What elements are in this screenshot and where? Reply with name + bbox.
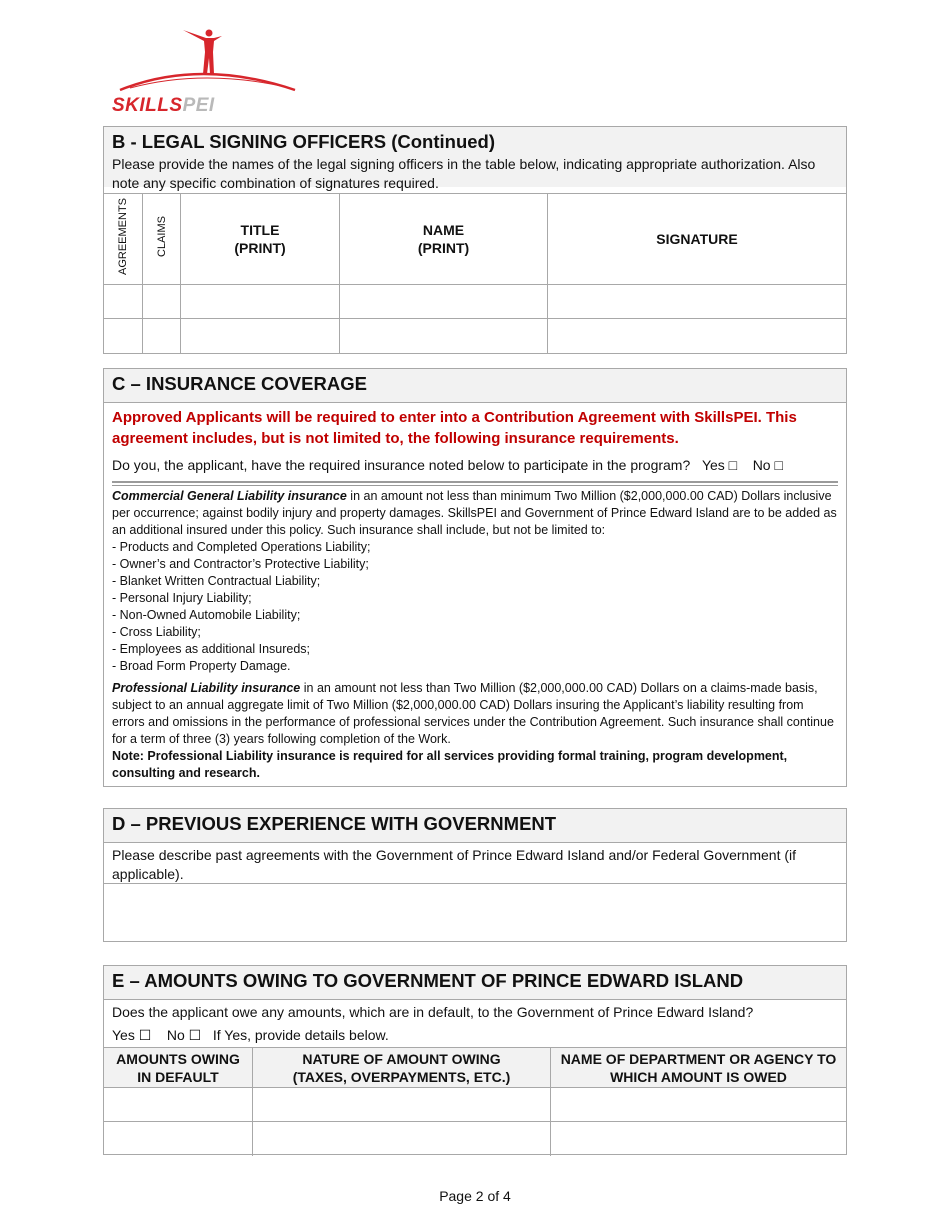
insurance-question: Do you, the applicant, have the required insurance noted below to participate in the program?	[112, 457, 691, 473]
pl-title: Professional Liability insurance	[112, 681, 301, 695]
cgl-paragraph	[112, 488, 838, 539]
table-row	[104, 319, 846, 353]
claims-cell[interactable]	[143, 285, 181, 319]
section-d-title: D – PREVIOUS EXPERIENCE WITH GOVERNMENT	[112, 813, 557, 834]
section-e-amounts-owing	[103, 965, 847, 1155]
col-claims	[143, 194, 181, 285]
list-item: - Employees as additional Insureds;	[112, 642, 311, 656]
department-cell[interactable]	[551, 1088, 847, 1122]
title-cell[interactable]	[181, 285, 340, 319]
list-item: - Cross Liability;	[112, 625, 201, 639]
cgl-title: Commercial General Liability insurance	[112, 489, 347, 503]
list-item: - Broad Form Property Damage.	[112, 659, 291, 673]
col-nature-sublabel: (TAXES, OVERPAYMENTS, ETC.)	[292, 1068, 511, 1085]
section-e-header	[104, 966, 846, 1000]
insurance-details	[104, 486, 846, 782]
logo-text-pei: PEI	[182, 95, 215, 116]
section-c-header	[104, 369, 846, 403]
insurance-yes-checkbox[interactable]: Yes □	[701, 457, 738, 473]
agreements-cell[interactable]	[104, 285, 143, 319]
insurance-question-row	[104, 456, 846, 475]
col-amounts-owing	[104, 1048, 253, 1088]
col-claims-label: CLAIMS	[155, 216, 168, 257]
amount-cell[interactable]	[104, 1122, 253, 1156]
col-name	[340, 194, 548, 285]
col-department-sublabel: WHICH AMOUNT IS OWED	[610, 1068, 787, 1085]
col-department	[551, 1048, 847, 1088]
insurance-warning: Approved Applicants will be required to enter into a Contribution Agreement with SkillsPEI. This agreement includes, but is not limited to, the following insurance requirements.	[112, 409, 797, 447]
signature-cell[interactable]	[548, 319, 847, 353]
pl-paragraph	[112, 680, 838, 748]
col-name-sublabel: (PRINT)	[417, 240, 470, 256]
signature-cell[interactable]	[548, 285, 847, 319]
section-d-intro: Please describe past agreements with the Government of Prince Edward Island and/or Federal Government (if applicable).	[104, 843, 846, 884]
table-row	[104, 1088, 846, 1122]
col-nature-of-amount	[253, 1048, 551, 1088]
list-item: - Non-Owned Automobile Liability;	[112, 608, 301, 622]
logo-text-skills: SKILLS	[112, 95, 183, 116]
col-title-sublabel: (PRINT)	[234, 240, 286, 256]
col-amounts-owing-label: AMOUNTS OWING	[116, 1050, 240, 1067]
col-signature	[548, 194, 847, 285]
list-item: - Products and Completed Operations Liability;	[112, 540, 371, 554]
col-title-label: TITLE	[240, 222, 280, 238]
owing-details-note: If Yes, provide details below.	[212, 1027, 389, 1043]
col-signature-label: SIGNATURE	[656, 231, 738, 247]
agreements-cell[interactable]	[104, 319, 143, 353]
section-b-header	[104, 127, 846, 191]
name-cell[interactable]	[340, 285, 548, 319]
pl-text: in an amount not less than Two Million ($2,000,000.00 CAD) Dollars on a claims-made basis, subject to an annual aggregate limit of Two Million ($2,000,000.00 CAD) Dollars insuring the Applicant’s liability resulting from errors and omissions in the performance of professional services under the Contribution Agreement. Such insurance shall continue for a term of three (3) years following completion of the Work.	[112, 681, 834, 746]
owing-yes-checkbox[interactable]: Yes ☐	[112, 1027, 152, 1043]
col-agreements-label: AGREEMENTS	[117, 197, 129, 275]
section-b-title: B - LEGAL SIGNING OFFICERS (Continued)	[112, 131, 495, 152]
section-b-legal-signing-officers	[103, 126, 847, 354]
list-item: - Blanket Written Contractual Liability;	[112, 574, 321, 588]
department-cell[interactable]	[551, 1122, 847, 1156]
page-number: Page 2 of 4	[439, 1188, 511, 1204]
owing-no-checkbox[interactable]: No ☐	[166, 1027, 202, 1043]
nature-cell[interactable]	[253, 1122, 551, 1156]
amounts-owing-table	[104, 1047, 846, 1156]
nature-cell[interactable]	[253, 1088, 551, 1122]
section-c-title: C – INSURANCE COVERAGE	[112, 373, 367, 394]
logo-wordmark	[112, 95, 215, 117]
title-cell[interactable]	[181, 319, 340, 353]
section-c-insurance-coverage	[103, 368, 847, 787]
list-item: - Personal Injury Liability;	[112, 591, 252, 605]
section-e-title: E – AMOUNTS OWING TO GOVERNMENT OF PRINCE EDWARD ISLAND	[112, 970, 744, 991]
amount-cell[interactable]	[104, 1088, 253, 1122]
section-e-question: Does the applicant owe any amounts, which are in default, to the Government of Prince Edward Island?	[112, 1004, 754, 1020]
table-row	[104, 285, 846, 319]
section-e-answer-row	[112, 1025, 838, 1045]
col-amounts-owing-sublabel: IN DEFAULT	[137, 1068, 219, 1085]
insurance-no-checkbox[interactable]: No □	[752, 457, 783, 473]
list-item: - Owner’s and Contractor’s Protective Liability;	[112, 557, 369, 571]
section-d-header	[104, 809, 846, 843]
section-d-previous-experience	[103, 808, 847, 942]
col-title	[181, 194, 340, 285]
col-name-label: NAME	[422, 222, 465, 238]
col-department-label: NAME OF DEPARTMENT OR AGENCY TO	[560, 1050, 837, 1067]
section-e-question-block	[104, 1000, 846, 1047]
section-b-intro: Please provide the names of the legal signing officers in the table below, indicating appropriate authorization. Also note any specific combination of signatures required.	[112, 156, 816, 191]
cgl-text: in an amount not less than minimum Two Million ($2,000,000.00 CAD) Dollars inclusive per occurrence; against bodily injury and property damages. SkillsPEI and Government of Prince Edward Island are to be added as an additional insured under this policy. Such insurance shall include, but not be limited to:	[112, 489, 837, 537]
table-row	[104, 1122, 846, 1156]
signing-officers-table	[104, 193, 846, 353]
name-cell[interactable]	[340, 319, 548, 353]
pl-note: Note: Professional Liability insurance is required for all services providing formal training, program development, consulting and research.	[112, 749, 788, 780]
col-agreements	[104, 194, 143, 285]
claims-cell[interactable]	[143, 319, 181, 353]
col-nature-label: NATURE OF AMOUNT OWING	[302, 1050, 501, 1067]
previous-experience-input[interactable]	[104, 884, 846, 941]
